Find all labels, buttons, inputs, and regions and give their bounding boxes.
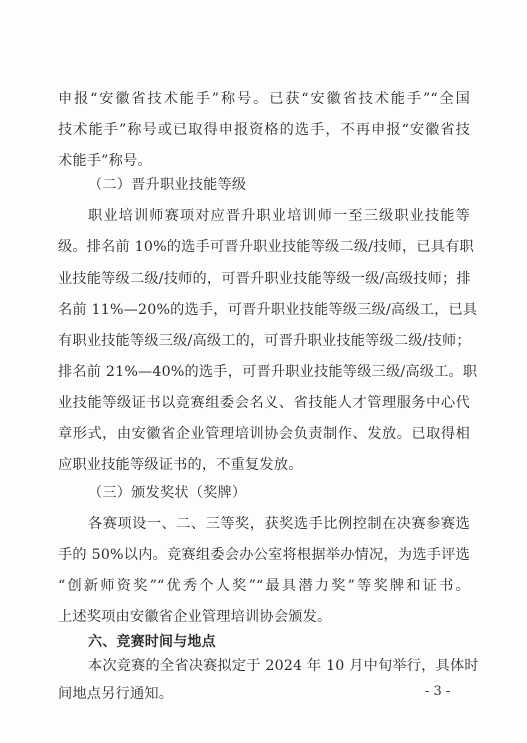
paragraph-line: 级。排名前 10%的选手可晋升职业技能等级二级/技师，已具有职 [58, 239, 474, 255]
paragraph-line: “创新师资奖”“优秀个人奖”“最具潜力奖”等奖牌和证书。 [58, 578, 470, 594]
paragraph-line: 各赛项设一、二、三等奖，获奖选手比例控制在决赛参赛选 [88, 516, 470, 532]
paragraph-line: 章形式，由安徽省企业管理培训协会负责制作、发放。已取得相 [58, 426, 470, 442]
paragraph-line: 职业培训师赛项对应晋升职业培训师一至三级职业技能等 [88, 208, 470, 224]
paragraph-line: 应职业技能等级证书的，不重复发放。 [58, 457, 303, 473]
section-subheading: （三）颁发奖状（奖牌） [88, 485, 247, 501]
paragraph-line: 排名前 21%—40%的选手，可晋升职业技能等级三级/高级工。职 [58, 364, 478, 380]
paragraph-line: 手的 50%以内。竞赛组委会办公室将根据举办情况，为选手评选 [58, 547, 470, 563]
paragraph-line: 间地点另行通知。 [58, 686, 174, 702]
paragraph-line: 技术能手”称号或已取得申报资格的选手，不再申报“安徽省技 [58, 122, 470, 138]
paragraph-line: 上述奖项由安徽省企业管理培训协会颁发。 [58, 609, 332, 625]
paragraph-line: 术能手”称号。 [58, 153, 152, 169]
section-subheading: （二）晋升职业技能等级 [88, 177, 247, 193]
paragraph-line: 业技能等级证书以竞赛组委会名义、省技能人才管理服务中心代 [58, 395, 470, 411]
paragraph-line: 本次竞赛的全省决赛拟定于 2024 年 10 月中旬举行，具体时 [88, 658, 479, 674]
section-heading: 六、竞赛时间与地点 [88, 634, 216, 650]
page-number: - 3 - [425, 684, 451, 699]
paragraph-line: 有职业技能等级三级/高级工的，可晋升职业技能等级二级/技师； [58, 333, 471, 349]
paragraph-line: 名前 11%—20%的选手，可晋升职业技能等级三级/高级工，已具 [58, 302, 478, 318]
paragraph-line: 业技能等级二级/技师的，可晋升职业技能等级一级/高级技师；排 [58, 271, 471, 287]
paragraph-line: 申报“安徽省技术能手”称号。已获“安徽省技术能手”“全国 [58, 91, 470, 107]
